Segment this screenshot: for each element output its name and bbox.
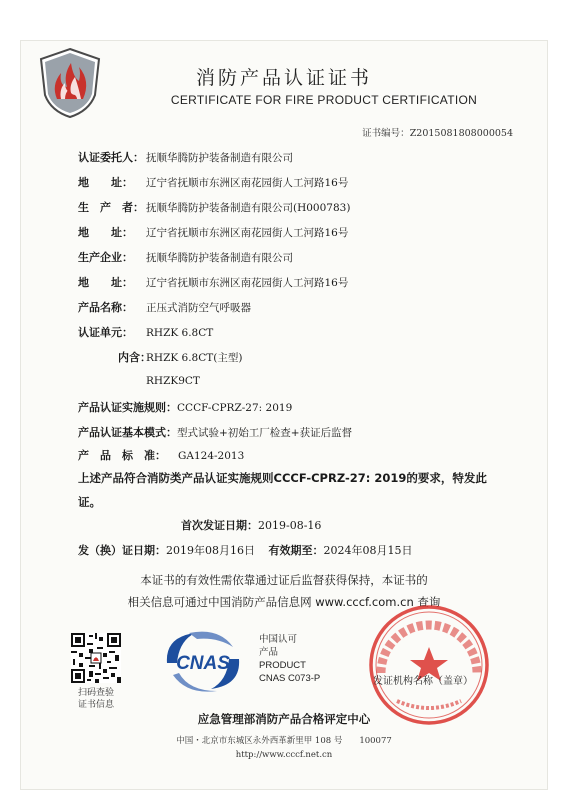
field-value: RHZK9CT (146, 375, 200, 387)
field-value: 辽宁省抚顺市东洲区南花园街人工河路16号 (146, 177, 349, 189)
field-label: 地 址： (78, 176, 133, 189)
expiry-date-value: 2024年08月15日 (323, 544, 413, 557)
field-label: 认证委托人： (78, 151, 144, 164)
certificate-number-value: Z2015081808000054 (409, 128, 513, 139)
field-label: 认证单元： (78, 326, 133, 339)
validity-line-2: 相关信息可通过中国消防产品信息网 www.cccf.com.cn 查询 (127, 595, 441, 609)
field-label: 产品认证基本模式： (78, 426, 177, 439)
first-issue-value: 2019-08-16 (258, 519, 322, 532)
field-certification-mode (78, 424, 352, 440)
cnas-line-4: CNAS C073-P (259, 673, 321, 684)
field-implementation-rule (78, 399, 292, 415)
certificate-title-cn: 消防产品认证证书 (195, 67, 372, 89)
field-value: RHZK 6.8CT (146, 327, 214, 339)
field-label: 产品名称： (78, 301, 133, 314)
field-label: 生产企业： (78, 251, 133, 264)
field-certification-unit (78, 324, 213, 340)
field-value: 抚顺华腾防护装备制造有限公司 (146, 252, 293, 264)
field-includes (118, 349, 242, 365)
field-label: 产品认证实施规则： (78, 401, 177, 414)
qr-code-icon[interactable] (71, 633, 121, 683)
first-issue-label: 首次发证日期： (181, 519, 258, 532)
official-seal-icon (367, 603, 491, 727)
cnas-line-2: 产品 (259, 647, 279, 658)
issuer-address: 中国・北京市东城区永外西革新里甲 108 号 100077 (176, 736, 392, 746)
field-value: 型式试验+初始工厂检查+获证后监督 (177, 427, 353, 439)
field-value: 抚顺华腾防护装备制造有限公司(H000783) (146, 202, 351, 214)
expiry-date-label: 有效期至： (268, 544, 324, 557)
seal-note: 发证机构名称（盖章） (373, 676, 473, 687)
issuer-website-link[interactable]: http://www.cccf.net.cn (235, 750, 333, 760)
field-label: 内含： (118, 351, 151, 364)
field-manufacturer-address (78, 224, 348, 240)
certificate-number (362, 125, 513, 139)
cnas-line-3: PRODUCT (259, 660, 306, 671)
issue-date-value: 2019年08月16日 (166, 544, 255, 557)
field-applicant (78, 149, 293, 165)
field-product-name (78, 299, 251, 315)
field-applicant-address (78, 174, 348, 190)
qr-caption (65, 687, 127, 711)
cnas-line-1: 中国认可 (259, 634, 298, 645)
field-value: 辽宁省抚顺市东洲区南花园街人工河路16号 (146, 227, 349, 239)
field-product-standard (78, 447, 244, 463)
field-label: 生 产 者： (78, 201, 144, 214)
conformity-statement: 上述产品符合消防类产品认证实施规则CCCF-CPRZ-27: 2019的要求，特发此证。 (78, 471, 487, 509)
qr-caption-line-2: 证书信息 (77, 700, 114, 710)
field-value: GA124-2013 (178, 450, 245, 462)
field-enterprise-address (78, 274, 348, 290)
field-label: 产 品 标 准： (78, 449, 166, 462)
field-value: 辽宁省抚顺市东洲区南花园街人工河路16号 (146, 277, 349, 289)
certificate-page (20, 40, 548, 790)
field-value: RHZK 6.8CT(主型) (146, 352, 243, 364)
certificate-title-en: CERTIFICATE FOR FIRE PRODUCT CERTIFICATION (170, 93, 478, 107)
field-value: 抚顺华腾防护装备制造有限公司 (146, 152, 293, 164)
field-includes-model-2 (146, 374, 200, 387)
field-value: CCCF-CPRZ-27: 2019 (177, 402, 293, 414)
cnas-accreditation-text (259, 633, 320, 685)
certificate-number-label: 证书编号： (362, 128, 410, 139)
issue-date-label: 发（换）证日期： (78, 544, 166, 557)
field-production-enterprise (78, 249, 293, 265)
validity-line-1: 本证书的有效性需依靠通过证后监督获得保持，本证书的 (140, 573, 428, 587)
field-value: 正压式消防空气呼吸器 (146, 302, 251, 314)
cnas-logo-icon (159, 625, 247, 697)
first-issue-date (181, 517, 321, 533)
field-manufacturer (78, 199, 350, 215)
field-label: 地 址： (78, 276, 133, 289)
issuing-organization: 应急管理部消防产品合格评定中心 (197, 712, 371, 726)
field-label: 地 址： (78, 226, 133, 239)
cnas-logo-text: CNAS (176, 653, 230, 674)
qr-caption-line-1: 扫码查验 (77, 688, 114, 698)
issue-expiry-dates (78, 542, 413, 558)
